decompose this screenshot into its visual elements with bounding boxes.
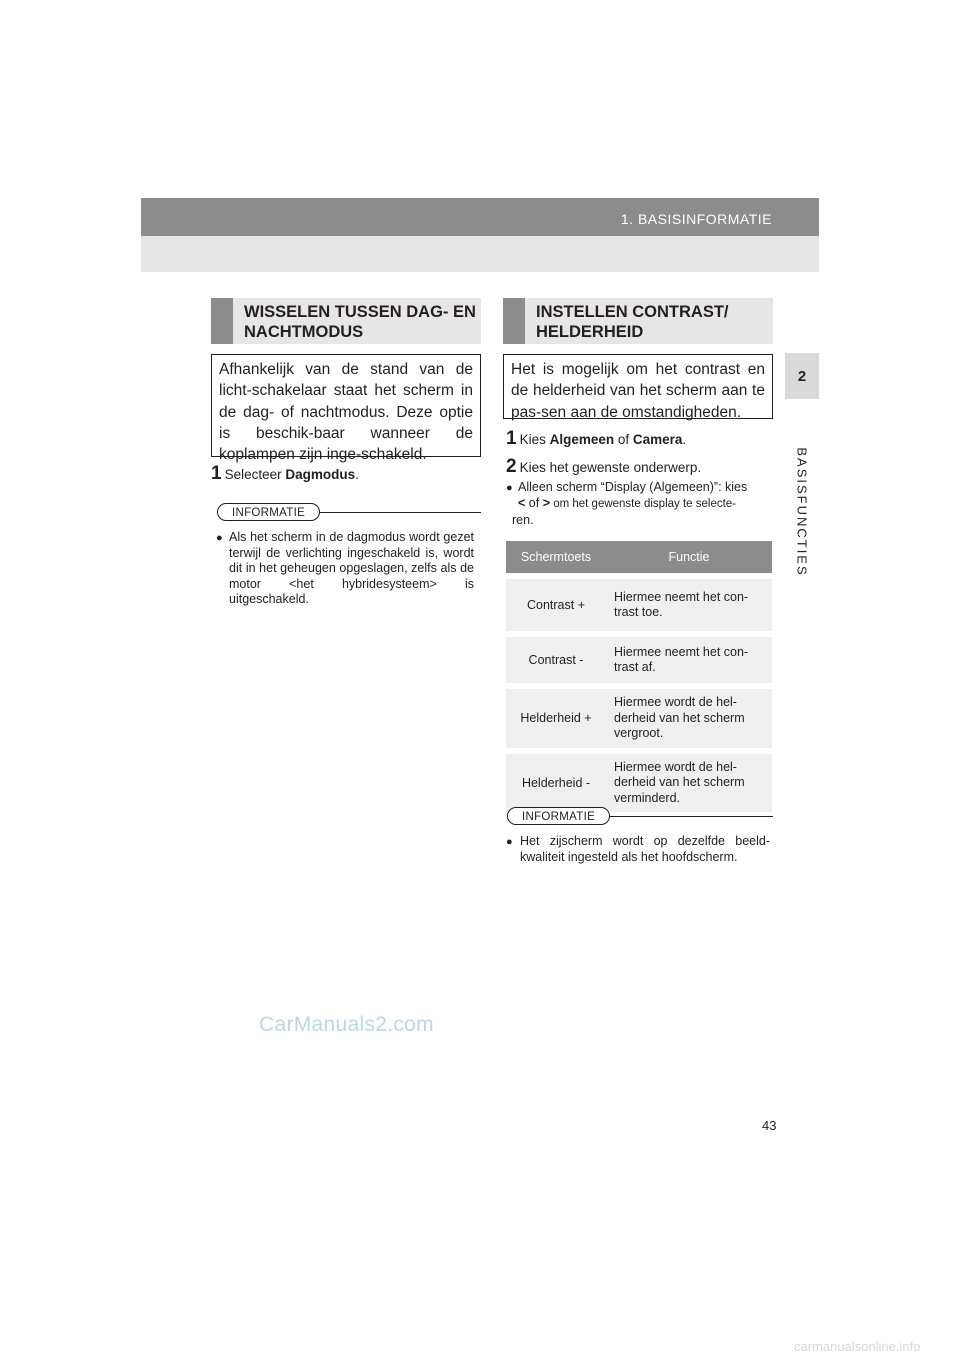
chapter-tab-label: BASISFUNCTIES [794, 447, 810, 577]
bullet-icon: ● [216, 532, 223, 544]
intro-box-day-night: Afhankelijk van de stand van de licht-schakelaar staat het scherm in de dag- of nachtmodus. Deze optie is beschik-baar wanneer de koplampen zijn inge-schakeld. [211, 354, 481, 457]
section-heading-text: INSTELLEN CONTRAST/ HELDERHEID [536, 303, 729, 341]
step-choose-category: 1 Kies Algemeen of Camera. [506, 428, 687, 449]
header-subband [141, 236, 819, 272]
chapter-tab-number: 2 [785, 353, 819, 399]
section-heading-text: WISSELEN TUSSEN DAG- EN NACHTMODUS [244, 303, 476, 341]
intro-box-contrast: Het is mogelijk om het contrast en de helderheid van het scherm aan te pas-sen aan de omstandigheden. [503, 354, 773, 419]
chapter-title: 1. BASISINFORMATIE [620, 211, 772, 227]
table-row: Helderheid + Hiermee wordt de hel-derheid van het scherm vergroot. [506, 689, 772, 748]
table-row: Contrast - Hiermee neemt het con-trast af. [506, 637, 772, 683]
sub-bullet-continuation: ren. [512, 513, 534, 527]
heading-bar [211, 298, 233, 344]
bullet-icon: ● [506, 836, 513, 848]
info-text-contrast: Het zijscherm wordt op dezelfde beeld-kwaliteit ingesteld als het hoofdscherm. [520, 834, 770, 864]
section-heading-day-night [211, 298, 481, 344]
page-number: 43 [762, 1118, 777, 1133]
heading-bar [503, 298, 525, 344]
table-row: Helderheid - Hiermee wordt de hel-derheid van het scherm verminderd. [506, 754, 772, 813]
function-table [506, 541, 772, 812]
table-header-key: Schermtoets [506, 541, 606, 573]
watermark-text: CarManuals2.com [259, 1013, 434, 1036]
info-label: INFORMATIE [217, 503, 320, 521]
footer-watermark: carmanualsonline.info [794, 1339, 921, 1354]
step-choose-item: 2 Kies het gewenste onderwerp. [506, 456, 702, 477]
info-text-day-night: Als het scherm in de dagmodus wordt gezet terwijl de verlichting ingeschakeld is, wordt dit in het geheugen opgeslagen, zelfs als de motor <het hybridesysteem> is uitgeschakeld. [229, 530, 474, 606]
info-label: INFORMATIE [507, 807, 610, 825]
table-header-row [506, 541, 772, 573]
sub-bullet-display-select: Alleen scherm “Display (Algemeen)”: kies < of > om het gewenste display te selecte- [518, 480, 748, 510]
table-row: Contrast + Hiermee neemt het con-trast toe. [506, 579, 772, 631]
bullet-icon: ● [506, 482, 513, 494]
step-select-daymode: 1 Selecteer Dagmodus. [211, 463, 359, 484]
table-header-function: Functie [606, 541, 772, 573]
section-heading-contrast [503, 298, 773, 344]
